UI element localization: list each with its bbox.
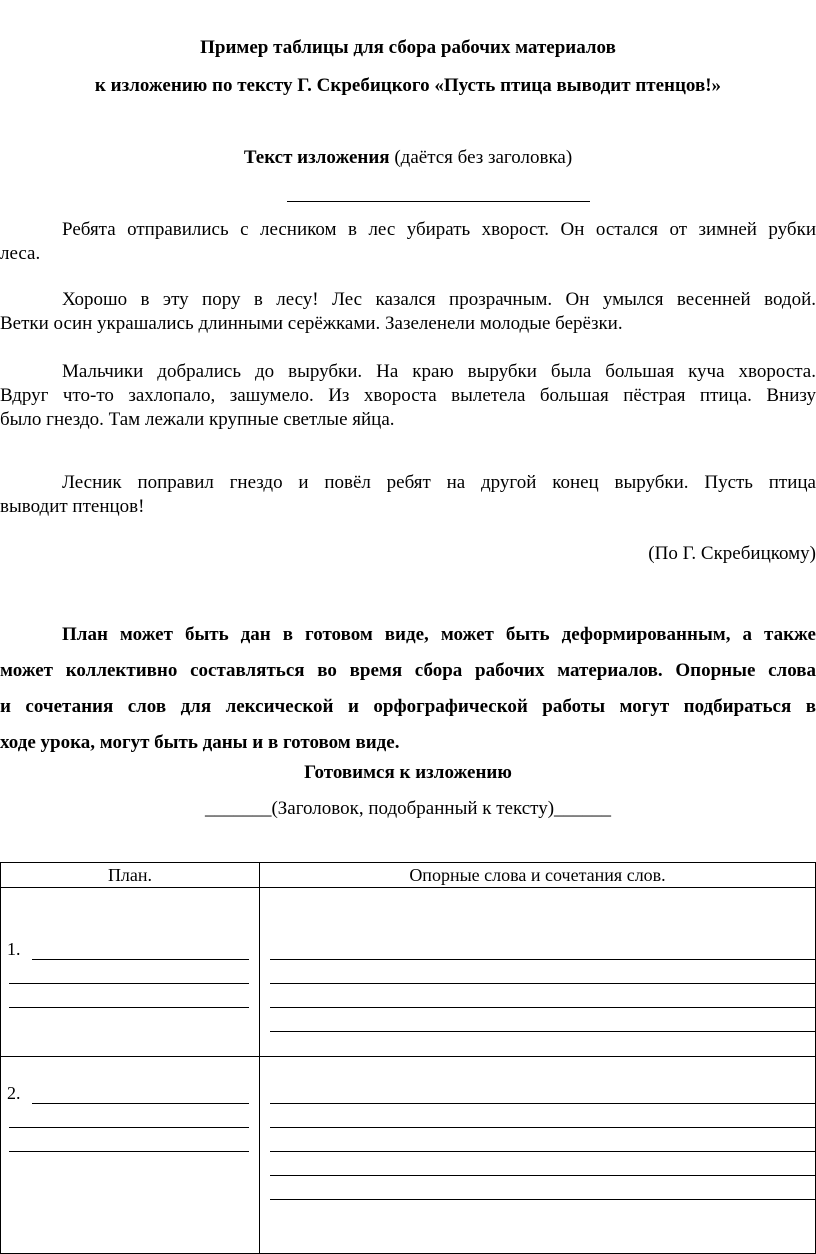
plan-blank-line <box>9 983 249 984</box>
words-blank-line <box>270 959 816 960</box>
plan-item-number: 2. <box>7 1083 21 1103</box>
text-label <box>0 146 816 170</box>
story-line: Мальчики добрались до вырубки. На краю вырубки была большая куча хвороста. <box>62 361 816 382</box>
instructions-line: и сочетания слов для лексической и орфографической работы могут подбираться в <box>0 696 816 717</box>
plan-cell[interactable] <box>1 1057 260 1254</box>
plan-cell[interactable] <box>1 888 260 1057</box>
words-blank-line <box>270 1127 816 1128</box>
story-paragraph-3 <box>0 360 816 432</box>
story-line: Вдруг что-то захлопало, зашумело. Из хвороста вылетела большая пёстрая птица. Внизу <box>0 385 816 406</box>
prep-subtitle: _______(Заголовок, подобранный к тексту)______ <box>204 798 612 819</box>
instructions-line: может коллективно составляться во время сбора рабочих материалов. Опорные слова <box>0 660 816 681</box>
story-line: Лесник поправил гнездо и повёл ребят на другой конец вырубки. Пусть птица <box>62 472 816 493</box>
story-paragraph-1 <box>0 218 816 266</box>
story-line: Ветки осин украшались длинными серёжками. Зазеленели молодые берёзки. <box>0 313 623 334</box>
plan-table <box>0 862 816 1254</box>
table-row <box>1 888 816 1057</box>
plan-blank-line <box>32 959 249 960</box>
prep-heading: Готовимся к изложению <box>304 762 512 783</box>
words-blank-line <box>270 983 816 984</box>
words-column-header: Опорные слова и сочетания слов. <box>260 863 816 888</box>
words-blank-line <box>270 1007 816 1008</box>
words-cell[interactable] <box>260 888 816 1057</box>
words-blank-line <box>270 1151 816 1152</box>
words-blank-line <box>270 1031 816 1032</box>
plan-blank-line <box>9 1151 249 1152</box>
plan-blank-line <box>9 1127 249 1128</box>
table-header-row <box>1 863 816 888</box>
plan-column-header: План. <box>1 863 260 888</box>
text-label-note: (даётся без заголовка) <box>389 147 573 168</box>
table-row <box>1 1057 816 1254</box>
story-line: выводит птенцов! <box>0 496 145 517</box>
words-blank-line <box>270 1175 816 1176</box>
story-line: леса. <box>0 243 41 264</box>
instructions-paragraph <box>0 617 816 761</box>
instructions-line: ходе урока, могут быть даны и в готовом виде. <box>0 732 400 753</box>
story-paragraph-2 <box>0 288 816 336</box>
text-label-bold: Текст изложения <box>243 147 390 168</box>
story-line: Ребята отправились с лесником в лес убирать хворост. Он остался от зимней рубки <box>62 219 816 240</box>
title-blank-line <box>287 201 590 202</box>
plan-blank-line <box>9 1007 249 1008</box>
words-blank-line <box>270 1103 816 1104</box>
document-title-line1: Пример таблицы для сбора рабочих материалов <box>200 37 616 58</box>
story-line: было гнездо. Там лежали крупные светлые яйца. <box>0 409 395 430</box>
words-blank-line <box>270 1199 816 1200</box>
instructions-line: План может быть дан в готовом виде, может быть деформированным, а также <box>62 624 816 645</box>
story-paragraph-4 <box>0 471 816 519</box>
story-line: Хорошо в эту пору в лесу! Лес казался прозрачным. Он умылся весенней водой. <box>62 289 816 310</box>
words-cell[interactable] <box>260 1057 816 1254</box>
plan-item-number: 1. <box>7 939 21 959</box>
plan-blank-line <box>32 1103 249 1104</box>
story-attribution: (По Г. Скребицкому) <box>648 543 816 564</box>
document-title-line2: к изложению по тексту Г. Скребицкого «Пусть птица выводит птенцов!» <box>94 75 722 96</box>
